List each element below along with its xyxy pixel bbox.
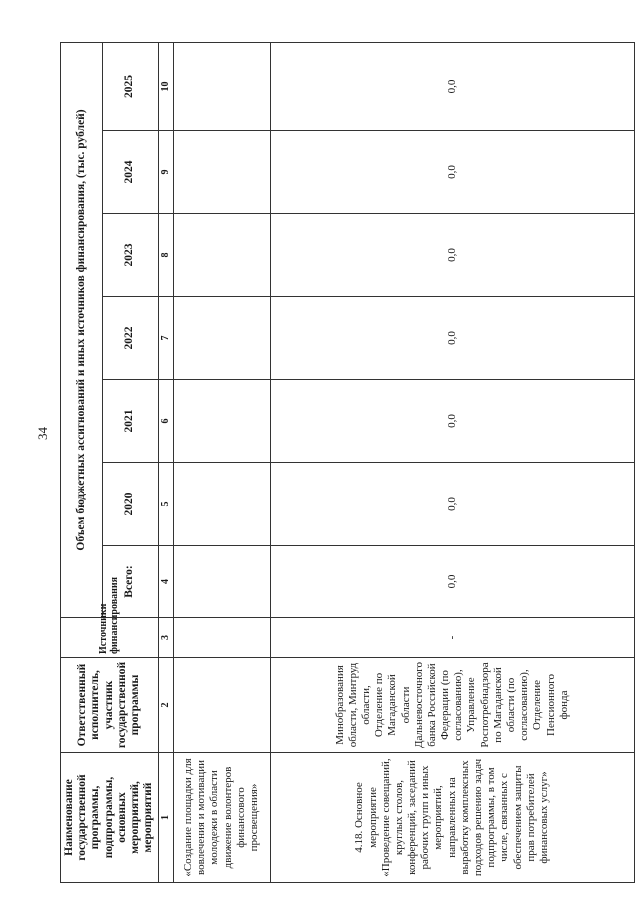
row-value (173, 42, 270, 130)
header-year: 2021 (102, 380, 158, 463)
column-number: 10 (158, 42, 173, 130)
row-value: 0,0 (270, 463, 634, 546)
row-responsible: Минобразования области, Минтруд области, Отделение по Магаданской области Дальневосточного банка Российской Федерации (по согласованию), Управление Роспотребнадзора по Магаданской области (по согласованию), Отделение Пенсионного фонда (270, 658, 634, 753)
financing-table (60, 42, 635, 883)
row-value (173, 463, 270, 546)
header-total: Всего: (102, 546, 158, 618)
financing-table-rotated (60, 43, 635, 883)
column-number: 7 (158, 297, 173, 380)
row-value: 0,0 (270, 297, 634, 380)
row-value: 0,0 (270, 214, 634, 297)
header-volume-group: Объем бюджетных ассигнований и иных источников финансирования, (тыс. рублей) (61, 42, 103, 617)
header-year: 2025 (102, 42, 158, 130)
row-name: 4.18. Основное мероприятие «Проведение совещаний, круглых столов, конференций, заседаний рабочих групп и иных мероприятий, направленных на выработку комплексных подходов решению задач подпрограммы, в том числе, связанных с обеспечением защиты прав потребителей финансовых услуг» (270, 753, 634, 883)
row-responsible (173, 658, 270, 753)
column-number: 6 (158, 380, 173, 463)
row-value (173, 131, 270, 214)
row-value: 0,0 (270, 131, 634, 214)
row-total (173, 546, 270, 618)
column-number-row (158, 42, 173, 882)
row-value (173, 297, 270, 380)
header-sources: Источники финансирования (61, 618, 159, 658)
column-number: 5 (158, 463, 173, 546)
column-number: 2 (158, 658, 173, 753)
column-number: 8 (158, 214, 173, 297)
row-value (173, 380, 270, 463)
row-source: - (270, 618, 634, 658)
header-name: Наименование государственной программы, подпрограммы, основных мероприятий, мероприятий (61, 753, 159, 883)
row-name: «Создание площадки для вовлечения и мотивации молодежи в области движение волонтеров финансового просвещения» (173, 753, 270, 883)
header-year: 2022 (102, 297, 158, 380)
page-number: 34 (35, 427, 50, 440)
row-source (173, 618, 270, 658)
header-year: 2020 (102, 463, 158, 546)
table-row (173, 42, 270, 882)
column-number: 9 (158, 131, 173, 214)
row-total: 0,0 (270, 546, 634, 618)
column-number: 3 (158, 618, 173, 658)
column-number: 1 (158, 753, 173, 883)
row-value: 0,0 (270, 42, 634, 130)
header-year: 2023 (102, 214, 158, 297)
header-responsible: Ответственный исполнитель, участник государственной программы (61, 658, 159, 753)
row-value (173, 214, 270, 297)
row-value: 0,0 (270, 380, 634, 463)
table-row (270, 42, 634, 882)
column-number: 4 (158, 546, 173, 618)
header-year: 2024 (102, 131, 158, 214)
